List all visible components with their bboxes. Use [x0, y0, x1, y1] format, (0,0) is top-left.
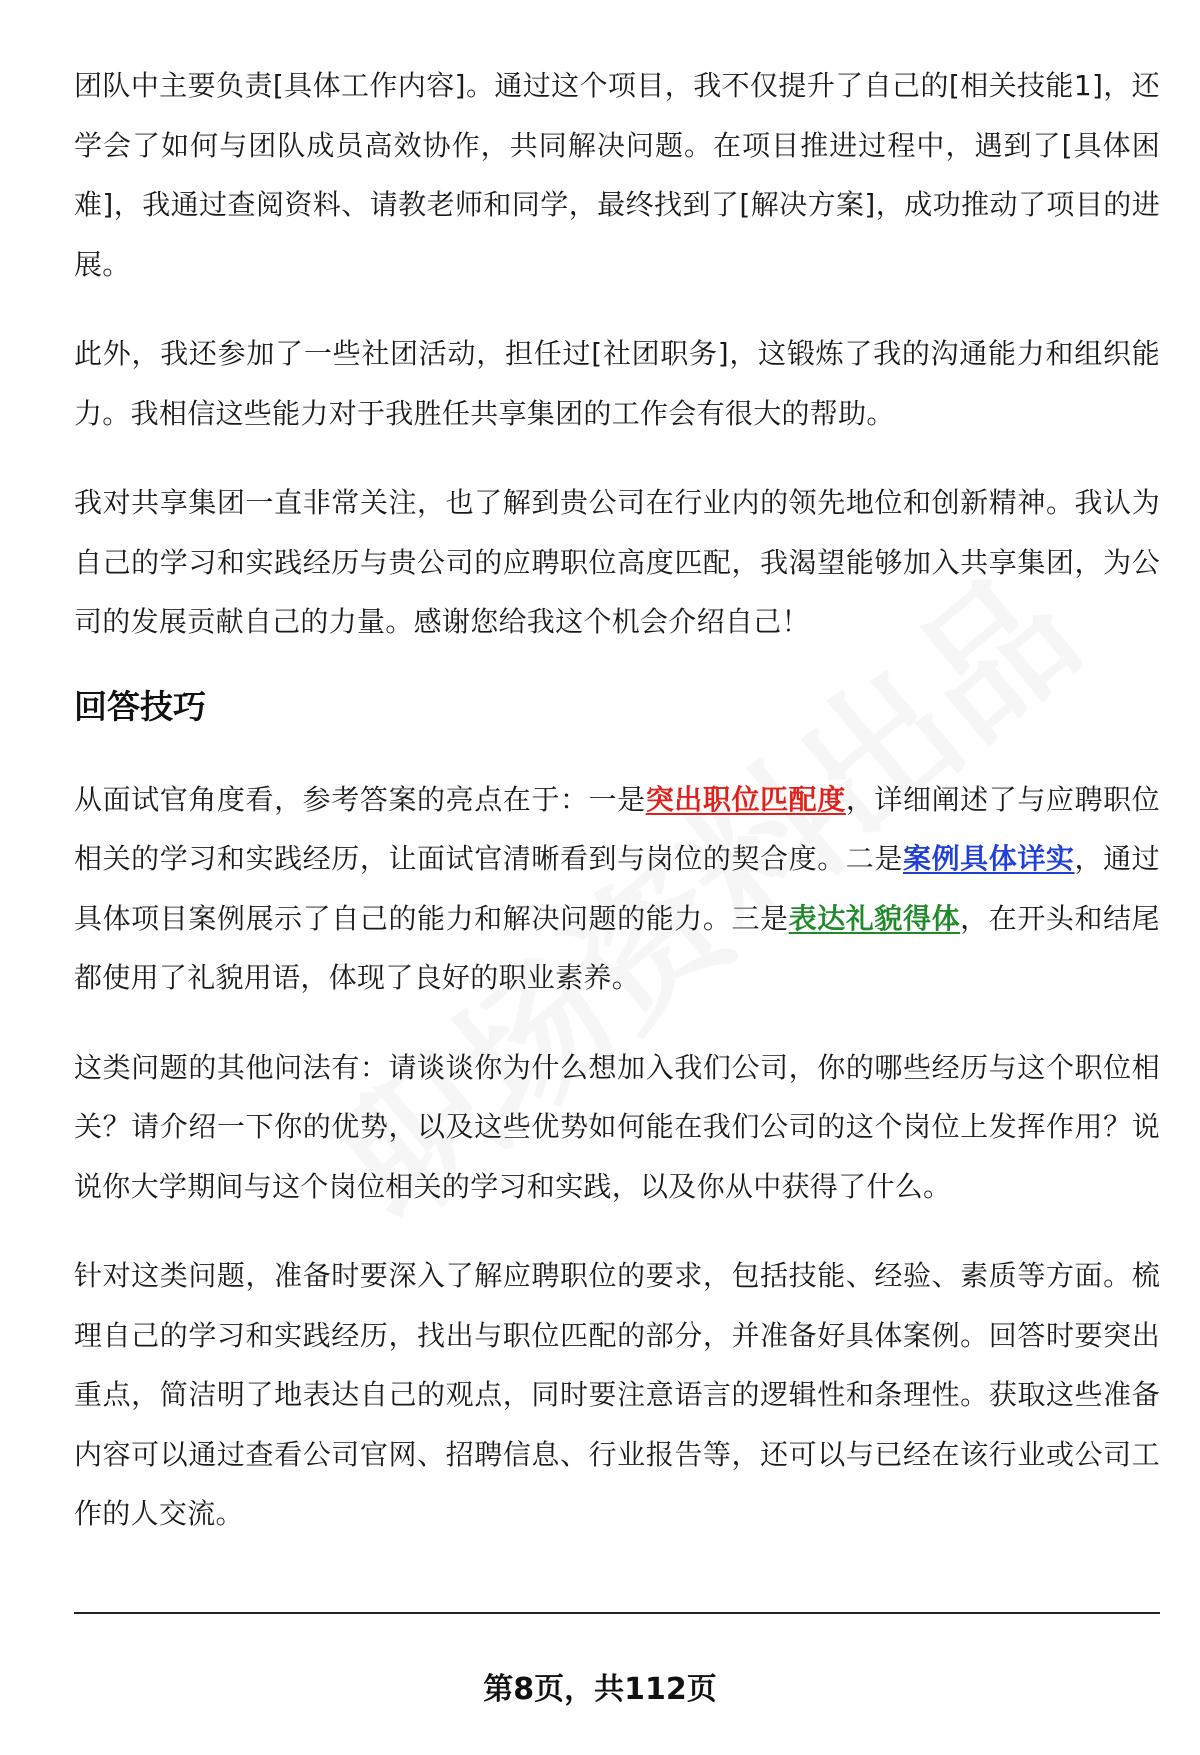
- tips-p1-text-2: ，详细阐述了与应聘职位相关的学习和实践经历，让面试官清晰看到与岗位的契合度。二是: [74, 782, 1160, 875]
- section-heading-tips: 回答技巧: [74, 686, 206, 726]
- tips-paragraph-1: [74, 770, 1160, 1008]
- page-number: 第8页，共112页: [483, 1672, 717, 1707]
- tips-paragraph-2: 这类问题的其他问法有：请谈谈你为什么想加入我们公司，你的哪些经历与这个职位相关？请介绍一下你的优势，以及这些优势如何能在我们公司的这个岗位上发挥作用？说说你大学期间与这个岗位相关的学习和实践，以及你从中获得了什么。: [74, 1050, 1160, 1203]
- tips-p1-text-4: ，在开头和结尾都使用了礼貌用语，体现了良好的职业素养。: [74, 901, 1160, 994]
- footer-divider: [74, 1612, 1160, 1614]
- tips-paragraph-3: 针对这类问题，准备时要深入了解应聘职位的要求，包括技能、经验、素质等方面。梳理自己的学习和实践经历，找出与职位匹配的部分，并准备好具体案例。回答时要突出重点，简洁明了地表达自己的观点，同时要注意语言的逻辑性和条理性。获取这些准备内容可以通过查看公司官网、招聘信息、行业报告等，还可以与已经在该行业或公司工作的人交流。: [74, 1259, 1160, 1530]
- tips-p1-text-1: 从面试官角度看，参考答案的亮点在于：一是: [74, 782, 646, 816]
- body-paragraph-1: 团队中主要负责[具体工作内容]。通过这个项目，我不仅提升了自己的[相关技能1]，还学会了如何与团队成员高效协作，共同解决问题。在项目推进过程中，遇到了[具体困难]，我通过查阅资料、请教老师和同学，最终找到了[解决方案]，成功推动了项目的进展。: [74, 69, 1160, 281]
- body-paragraph-2: 此外，我还参加了一些社团活动，担任过[社团职务]，这锻炼了我的沟通能力和组织能力。我相信这些能力对于我胜任共享集团的工作会有很大的帮助。: [74, 337, 1160, 430]
- highlight-position-match: 突出职位匹配度: [645, 782, 846, 816]
- tips-p1-text-3: ，通过具体项目案例展示了自己的能力和解决问题的能力。三是: [74, 842, 1160, 935]
- highlight-concrete-cases: 案例具体详实: [902, 842, 1075, 875]
- highlight-polite-expression: 表达礼貌得体: [788, 901, 961, 935]
- document-page: [74, 56, 1160, 1574]
- body-paragraph-3: 我对共享集团一直非常关注，也了解到贵公司在行业内的领先地位和创新精神。我认为自己的学习和实践经历与贵公司的应聘职位高度匹配，我渴望能够加入共享集团，为公司的发展贡献自己的力量。感谢您给我这个机会介绍自己！: [74, 486, 1160, 638]
